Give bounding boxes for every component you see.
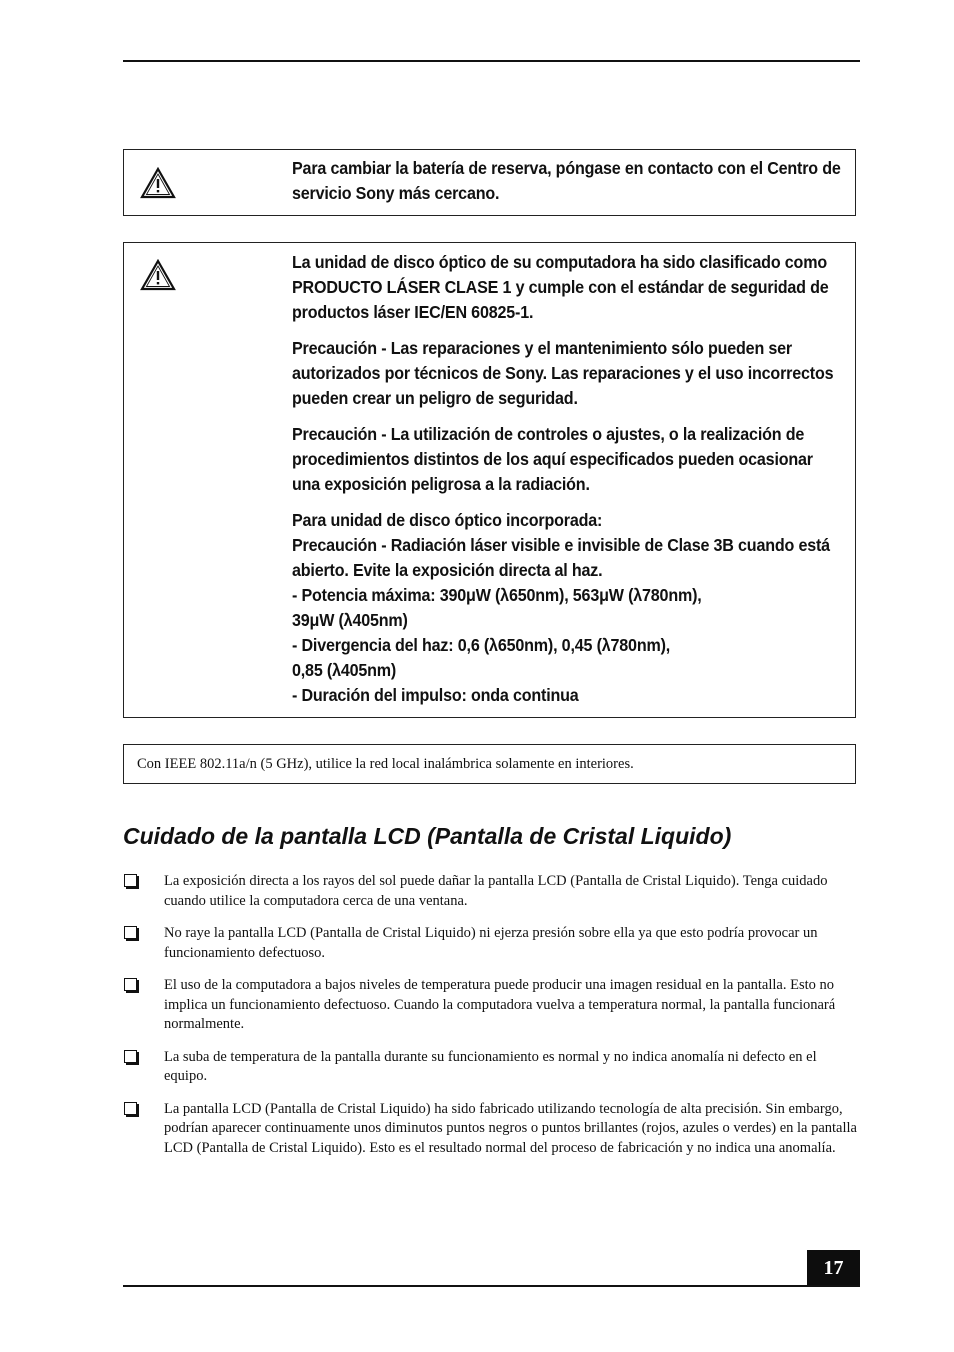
checkbox-bullet-icon bbox=[124, 1050, 137, 1063]
laser-spec-block bbox=[292, 508, 844, 708]
checkbox-bullet-icon bbox=[124, 978, 137, 991]
section-heading: Cuidado de la pantalla LCD (Pantalla de Cristal Liquido) bbox=[123, 823, 732, 849]
list-item-text: La pantalla LCD (Pantalla de Cristal Liquido) ha sido fabricado utilizando tecnología de alta precisión. Sin embargo, podrían aparecer continuamente unos diminutos puntos negros o puntos brillantes (rojos, azules o verdes) en la pantalla LCD (Pantalla de Cristal Liquido). Esto es el resultado normal del proceso de fabricación y no indica una anomalía. bbox=[164, 1100, 857, 1156]
bottom-rule bbox=[123, 1285, 860, 1287]
list-item-text: La exposición directa a los rayos del sol puede dañar la pantalla LCD (Pantalla de Cristal Liquido). Tenga cuidado cuando utilice la computadora cerca de una ventana. bbox=[164, 873, 828, 909]
checkbox-bullet-icon bbox=[124, 926, 137, 939]
warning-triangle-icon bbox=[140, 259, 176, 291]
list-item bbox=[123, 1100, 863, 1159]
warning-paragraph: Precaución - La utilización de controles o ajustes, o la realización de procedimientos distintos de los aquí especificados pueden ocasionar una exposición peligrosa a la radiación. bbox=[292, 424, 813, 494]
battery-warning-text bbox=[292, 156, 844, 206]
battery-warning-box bbox=[123, 149, 856, 216]
list-item bbox=[123, 872, 863, 911]
warning-triangle-icon bbox=[140, 167, 176, 199]
warning-paragraph: Precaución - Las reparaciones y el mantenimiento sólo pueden ser autorizados por técnicos de Sony. Las reparaciones y el uso incorrectos pueden crear un peligro de seguridad. bbox=[292, 338, 834, 408]
laser-spec-line: - Divergencia del haz: 0,6 (λ650nm), 0,45 (λ780nm), bbox=[292, 635, 671, 655]
checkbox-bullet-icon bbox=[124, 874, 137, 887]
wireless-note-text: Con IEEE 802.11a/n (5 GHz), utilice la red local inalámbrica solamente en interiores. bbox=[137, 756, 634, 772]
laser-spec-line: 0,85 (λ405nm) bbox=[292, 660, 397, 680]
laser-spec-line: - Duración del impulso: onda continua bbox=[292, 685, 579, 705]
list-item-text: La suba de temperatura de la pantalla durante su funcionamiento es normal y no indica anomalía ni defecto en el equipo. bbox=[164, 1048, 817, 1084]
laser-warning-text bbox=[292, 250, 844, 708]
wireless-note-box bbox=[123, 744, 856, 784]
lcd-care-list bbox=[123, 872, 863, 1171]
list-item-text: El uso de la computadora a bajos niveles de temperatura puede producir una imagen residual en la pantalla. Esto no implica un funcionamiento defectuoso. Cuando la computadora vuelva a temperatura normal, la pantalla funcionará normalmente. bbox=[164, 977, 836, 1032]
list-item bbox=[123, 924, 863, 963]
list-item bbox=[123, 1048, 863, 1087]
top-rule bbox=[123, 60, 860, 62]
laser-spec-line: Precaución - Radiación láser visible e invisible de Clase 3B cuando está abierto. Evite la exposición directa al haz. bbox=[292, 535, 830, 580]
page-number: 17 bbox=[807, 1250, 860, 1287]
list-item-text: No raye la pantalla LCD (Pantalla de Cristal Liquido) ni ejerza presión sobre ella ya que esto podría provocar un funcionamiento defectuoso. bbox=[164, 925, 818, 961]
laser-spec-line: Para unidad de disco óptico incorporada: bbox=[292, 510, 603, 530]
list-item bbox=[123, 976, 863, 1035]
laser-warning-box bbox=[123, 242, 856, 718]
laser-spec-line: 39μW (λ405nm) bbox=[292, 610, 408, 630]
warning-paragraph: La unidad de disco óptico de su computadora ha sido clasificado como PRODUCTO LÁSER CLASE 1 y cumple con el estándar de seguridad de productos láser IEC/EN 60825-1. bbox=[292, 252, 829, 322]
warning-paragraph: Para cambiar la batería de reserva, póngase en contacto con el Centro de servicio Sony más cercano. bbox=[292, 158, 841, 203]
laser-spec-line: - Potencia máxima: 390μW (λ650nm), 563μW (λ780nm), bbox=[292, 585, 702, 605]
checkbox-bullet-icon bbox=[124, 1102, 137, 1115]
